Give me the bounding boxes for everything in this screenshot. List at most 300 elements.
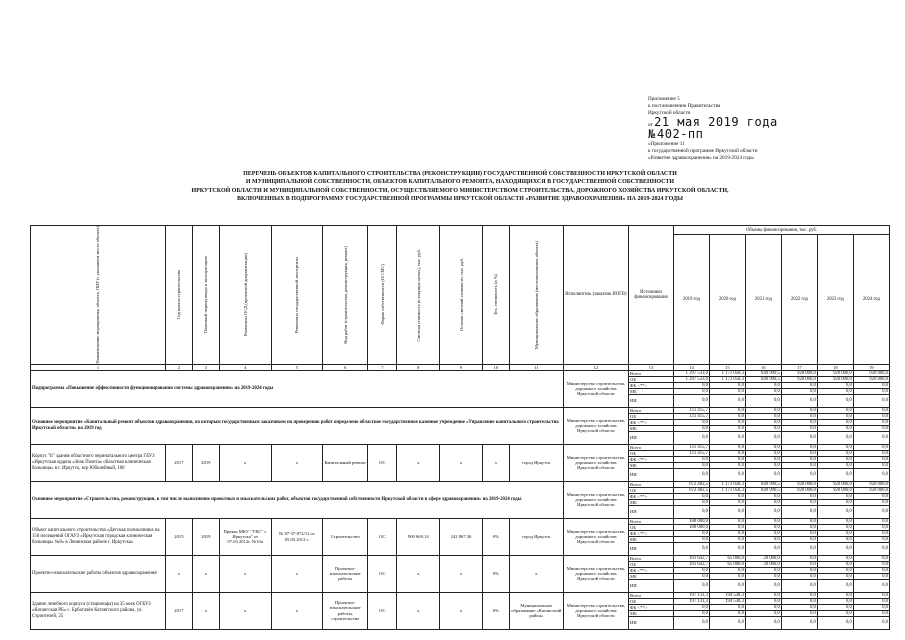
funding-value-cell: 0,0 bbox=[781, 425, 817, 431]
ownership-cell: ОС bbox=[368, 592, 397, 629]
funding-value-cell: 0,0 bbox=[817, 493, 853, 499]
funding-value-cell: 0,0 bbox=[709, 524, 745, 530]
col-header-name: Наименование мероприятия, объекта, ПИР (с указанием места объекта) bbox=[31, 226, 166, 365]
funding-value-cell: 0,0 bbox=[745, 610, 781, 616]
funding-value-cell: 0,0 bbox=[745, 616, 781, 629]
funding-value-cell: 0,0 bbox=[853, 530, 889, 536]
funding-value-cell: 197 131,3 bbox=[673, 592, 709, 598]
column-number: 3 bbox=[192, 364, 219, 370]
readiness-cell: 0% bbox=[482, 518, 509, 555]
funding-value-cell: 0,0 bbox=[673, 431, 709, 444]
funding-value-cell: 0,0 bbox=[709, 407, 745, 413]
remainder-cell: x bbox=[440, 555, 483, 592]
funding-value-cell: 0,0 bbox=[745, 419, 781, 425]
work-type-cell: Проектно-изыскательские работы, строительство bbox=[323, 592, 368, 629]
funding-value-cell: 0,0 bbox=[853, 555, 889, 561]
funding-value-cell: 111 415,7 bbox=[673, 413, 709, 419]
funding-value-cell: 0,0 bbox=[709, 493, 745, 499]
column-number: 8 bbox=[397, 364, 440, 370]
funding-value-cell: 0,0 bbox=[673, 610, 709, 616]
funding-value-cell: 0,0 bbox=[853, 493, 889, 499]
ownership-cell: ОС bbox=[368, 555, 397, 592]
funding-value-cell: 0,0 bbox=[745, 493, 781, 499]
funding-value-cell: 0,0 bbox=[745, 542, 781, 555]
work-type-cell: Капитальный ремонт bbox=[323, 444, 368, 481]
funding-value-cell: 0,0 bbox=[709, 579, 745, 592]
funding-value-cell: 0,0 bbox=[781, 444, 817, 450]
col-header-year: 2024 год bbox=[853, 235, 889, 365]
estimate-cell: 900 669,14 bbox=[397, 518, 440, 555]
funding-value-cell: 0,0 bbox=[745, 468, 781, 481]
object-name-cell: Здание лечебного корпуса (стационара) на 35 коек ОГБУЗ «Катангская РБ» с. Ербогачён Катангского района, ул. Строителей, 25 bbox=[31, 592, 166, 629]
ownership-cell: ОС bbox=[368, 518, 397, 555]
funding-value-cell: 0,0 bbox=[817, 561, 853, 567]
header-line-2: к постановлению Правительства bbox=[648, 103, 721, 109]
funding-source-cell: ИИ bbox=[629, 468, 674, 481]
funding-value-cell: 0,0 bbox=[781, 579, 817, 592]
funding-source-cell: ИИ bbox=[629, 579, 674, 592]
funding-value-cell: 0,0 bbox=[709, 542, 745, 555]
funding-value-cell: 0,0 bbox=[673, 573, 709, 579]
funding-value-cell: 0,0 bbox=[709, 431, 745, 444]
column-number: 13 bbox=[629, 364, 674, 370]
funding-value-cell: 0,0 bbox=[817, 468, 853, 481]
psd-cell: x bbox=[219, 592, 271, 629]
column-number: 19 bbox=[853, 364, 889, 370]
title-line-2: И МУНИЦИПАЛЬНОЙ СОБСТВЕННОСТИ, ОБЪЕКТОВ КАПИТАЛЬНОГО РЕМОНТА, НАХОДЯЩИХСЯ В ГОСУДАРСТВЕННОЙ СОБСТВЕННОСТИ bbox=[245, 179, 675, 186]
col-header-year: 2022 год bbox=[781, 235, 817, 365]
funding-value-cell: 0,0 bbox=[709, 425, 745, 431]
funding-value-cell: 0,0 bbox=[709, 573, 745, 579]
funding-value-cell: 0,0 bbox=[673, 530, 709, 536]
title-line-1: ПЕРЕЧЕНЬ ОБЪЕКТОВ КАПИТАЛЬНОГО СТРОИТЕЛЬСТВА (РЕКОНСТРУКЦИИ) ГОСУДАРСТВЕННОЙ СОБСТВЕННОСТИ ИРКУТСКОЙ ОБЛАСТИ bbox=[243, 171, 677, 177]
funding-source-cell: МБ bbox=[629, 388, 674, 394]
start-year-cell: 2017 bbox=[165, 444, 192, 481]
funding-value-cell: 0,0 bbox=[781, 524, 817, 530]
start-year-cell: 2015 bbox=[165, 518, 192, 555]
col-header-readiness: Тех. готовность (в %) bbox=[482, 226, 509, 365]
col-header-ownership: Форма собственности (ОС/МС) bbox=[368, 226, 397, 365]
funding-value-cell: 0,0 bbox=[853, 419, 889, 425]
funding-source-cell: ФБ <**> bbox=[629, 456, 674, 462]
funding-value-cell: 0,0 bbox=[817, 425, 853, 431]
funding-value-cell: 0,0 bbox=[817, 573, 853, 579]
funding-value-cell: 0,0 bbox=[853, 579, 889, 592]
funding-value-cell: 0,0 bbox=[709, 388, 745, 394]
funding-value-cell: 0,0 bbox=[745, 573, 781, 579]
funding-value-cell: 0,0 bbox=[673, 493, 709, 499]
header-line-6: «Развитие здравоохранения» на 2019-2024 годы bbox=[648, 155, 754, 161]
funding-value-cell: 849 990,5 bbox=[745, 376, 781, 382]
funding-value-cell: 0,0 bbox=[853, 413, 889, 419]
table-body bbox=[31, 226, 890, 630]
funding-value-cell: 0,0 bbox=[709, 518, 745, 524]
funding-value-cell: 0,0 bbox=[781, 407, 817, 413]
funding-value-cell: 0,0 bbox=[781, 592, 817, 598]
col-header-year: 2020 год bbox=[709, 235, 745, 365]
column-number: 4 bbox=[219, 364, 271, 370]
funding-value-cell: 1 171 058,3 bbox=[709, 487, 745, 493]
funding-value-cell: 111 415,7 bbox=[673, 444, 709, 450]
funding-value-cell: 0,0 bbox=[745, 598, 781, 604]
funding-value-cell: 0,0 bbox=[817, 536, 853, 542]
executor-cell: Министерство строительства, дорожного хозяйства Иркутской области bbox=[563, 592, 628, 629]
funding-value-cell: 0,0 bbox=[709, 505, 745, 518]
funding-source-cell: ИИ bbox=[629, 505, 674, 518]
table-row bbox=[31, 370, 890, 376]
col-header-psd: Реквизиты ПСД (проектной документации) bbox=[219, 226, 271, 365]
funding-value-cell: 0,0 bbox=[853, 382, 889, 388]
funding-value-cell: 0,0 bbox=[817, 382, 853, 388]
funding-value-cell: 0,0 bbox=[745, 518, 781, 524]
funding-value-cell: 0,0 bbox=[853, 505, 889, 518]
header-line-5: к государственной программе Иркутской области bbox=[648, 148, 758, 154]
remainder-cell: x bbox=[440, 592, 483, 629]
funding-value-cell: 0,0 bbox=[781, 493, 817, 499]
funding-value-cell: 0,0 bbox=[817, 542, 853, 555]
funding-source-cell: Всего bbox=[629, 592, 674, 598]
funding-value-cell: 0,0 bbox=[817, 610, 853, 616]
funding-value-cell: 0,0 bbox=[745, 413, 781, 419]
funding-source-cell: МБ bbox=[629, 499, 674, 505]
funding-value-cell: 0,0 bbox=[853, 450, 889, 456]
readiness-cell: 0% bbox=[482, 555, 509, 592]
funding-value-cell: 0,0 bbox=[673, 419, 709, 425]
funding-value-cell: 111 415,7 bbox=[673, 450, 709, 456]
funding-value-cell: 0,0 bbox=[709, 444, 745, 450]
funding-value-cell: 0,0 bbox=[853, 444, 889, 450]
psd-cell: Приказ МКУ "УКС" г. Иркутска" от 07.03.2012г. №10а bbox=[219, 518, 271, 555]
funding-source-cell: ФБ <**> bbox=[629, 567, 674, 573]
funding-value-cell: 0,0 bbox=[709, 604, 745, 610]
ownership-cell: ОС bbox=[368, 444, 397, 481]
funding-value-cell: 0,0 bbox=[673, 388, 709, 394]
funding-value-cell: 0,0 bbox=[853, 394, 889, 407]
estimate-cell: x bbox=[397, 592, 440, 629]
program-name-cell: Основное мероприятие «Капитальный ремонт объектов здравоохранения, по которым государственным заказчиком по проведению работ определено областное государственное казенное учреждение «Управление капитального строительства Иркутской области» на 2019 год bbox=[31, 407, 564, 444]
funding-value-cell: 0,0 bbox=[781, 518, 817, 524]
funding-value-cell: 0,0 bbox=[853, 561, 889, 567]
header-number-row bbox=[648, 129, 898, 141]
funding-value-cell: 65 000,0 bbox=[709, 561, 745, 567]
funding-value-cell: 0,0 bbox=[781, 382, 817, 388]
remainder-cell: x bbox=[440, 444, 483, 481]
funding-value-cell: 0,0 bbox=[745, 462, 781, 468]
funding-value-cell: 0,0 bbox=[673, 579, 709, 592]
funding-value-cell: 0,0 bbox=[673, 456, 709, 462]
executor-cell: Министерство строительства, дорожного хозяйства Иркутской области bbox=[563, 370, 628, 407]
title-line-3: ИРКУТСКОЙ ОБЛАСТИ И МУНИЦИПАЛЬНОЙ СОБСТВЕННОСТИ, ОСУЩЕСТВЛЯЕМОГО МИНИСТЕРСТВОМ СТРОИТЕЛЬСТВА, ДОРОЖНОГО ХОЗЯЙСТВА ИРКУТСКОЙ ОБЛАСТИ, bbox=[191, 187, 729, 194]
funding-value-cell: 920 000,0 bbox=[853, 376, 889, 382]
funding-value-cell: 0,0 bbox=[817, 518, 853, 524]
title-line-4: ВКЛЮЧЕННЫХ В ПОДПРОГРАММУ ГОСУДАРСТВЕННОЙ ПРОГРАММЫ ИРКУТСКОЙ ОБЛАСТИ «РАЗВИТИЕ ЗДРАВООХРАНЕНИЯ» НА 2019-2024 ГОДЫ bbox=[236, 196, 683, 203]
funding-source-cell: ФБ <**> bbox=[629, 493, 674, 499]
funding-value-cell: 0,0 bbox=[745, 536, 781, 542]
funding-value-cell: 0,0 bbox=[709, 419, 745, 425]
column-number: 15 bbox=[709, 364, 745, 370]
table-row bbox=[31, 481, 890, 487]
funding-value-cell: 0,0 bbox=[853, 388, 889, 394]
col-header-work-type: Вид работ (строительство, реконструкция, ремонт) bbox=[323, 226, 368, 365]
column-number: 10 bbox=[482, 364, 509, 370]
funding-value-cell: 0,0 bbox=[853, 573, 889, 579]
funding-value-cell: 0,0 bbox=[709, 610, 745, 616]
col-header-executor: Исполнитель (заказчик ИОГВ) bbox=[563, 226, 628, 365]
funding-source-cell: ИИ bbox=[629, 431, 674, 444]
column-number: 1 bbox=[31, 364, 166, 370]
funding-value-cell: 0,0 bbox=[745, 505, 781, 518]
column-number: 14 bbox=[673, 364, 709, 370]
funding-value-cell: 0,0 bbox=[781, 456, 817, 462]
funding-value-cell: 0,0 bbox=[709, 413, 745, 419]
column-number: 18 bbox=[817, 364, 853, 370]
funding-value-cell: 20 000,0 bbox=[745, 555, 781, 561]
readiness-cell: 0% bbox=[482, 592, 509, 629]
funding-value-cell: 0,0 bbox=[673, 616, 709, 629]
expertise-cell: № 87-37-872/12 от 05.03.2012 г. bbox=[271, 518, 323, 555]
funding-source-cell: Всего bbox=[629, 444, 674, 450]
number-prefix: № bbox=[648, 127, 656, 141]
funding-value-cell: 0,0 bbox=[745, 425, 781, 431]
funding-source-cell: ОБ bbox=[629, 561, 674, 567]
funding-value-cell: 0,0 bbox=[781, 616, 817, 629]
funding-value-cell: 0,0 bbox=[817, 462, 853, 468]
funding-value-cell: 0,0 bbox=[745, 456, 781, 462]
funding-value-cell: 920 000,0 bbox=[781, 376, 817, 382]
funding-value-cell: 0,0 bbox=[709, 450, 745, 456]
municipality-cell: город Иркутск bbox=[509, 518, 563, 555]
funding-value-cell: 0,0 bbox=[673, 505, 709, 518]
municipality-cell: Муниципальное образование «Катангский район» bbox=[509, 592, 563, 629]
funding-value-cell: 0,0 bbox=[673, 536, 709, 542]
funding-value-cell: 0,0 bbox=[853, 567, 889, 573]
funding-value-cell: 0,0 bbox=[781, 388, 817, 394]
funding-value-cell: 0,0 bbox=[709, 394, 745, 407]
expertise-cell: x bbox=[271, 555, 323, 592]
funding-value-cell: 0,0 bbox=[853, 604, 889, 610]
funding-source-cell: ОБ bbox=[629, 598, 674, 604]
funding-value-cell: 0,0 bbox=[745, 382, 781, 388]
funding-value-cell: 0,0 bbox=[817, 524, 853, 530]
funding-source-cell: МБ bbox=[629, 425, 674, 431]
col-header-expertise: Реквизиты государственной экспертизы bbox=[271, 226, 323, 365]
funding-value-cell: 849 990,5 bbox=[745, 487, 781, 493]
funding-value-cell: 0,0 bbox=[817, 450, 853, 456]
expertise-cell: x bbox=[271, 444, 323, 481]
funding-value-cell: 920 000,0 bbox=[853, 481, 889, 487]
funding-source-cell: ФБ <**> bbox=[629, 530, 674, 536]
funding-value-cell: 0,0 bbox=[781, 573, 817, 579]
psd-cell: x bbox=[219, 444, 271, 481]
estimate-cell: x bbox=[397, 555, 440, 592]
funding-value-cell: 920 000,0 bbox=[817, 487, 853, 493]
funding-value-cell: 920 000,0 bbox=[781, 487, 817, 493]
funding-value-cell: 0,0 bbox=[745, 567, 781, 573]
col-header-start-year: Год начала строительства bbox=[165, 226, 192, 365]
funding-value-cell: 0,0 bbox=[781, 450, 817, 456]
header-line-1: Приложение 5 bbox=[648, 96, 680, 102]
header-row-1 bbox=[31, 226, 890, 235]
col-header-estimate: Сметная стоимость (в текущих ценах), тыс. руб. bbox=[397, 226, 440, 365]
funding-value-cell: 920 000,0 bbox=[853, 370, 889, 376]
funding-value-cell: 0,0 bbox=[745, 524, 781, 530]
funding-source-cell: ИИ bbox=[629, 394, 674, 407]
funding-value-cell: 0,0 bbox=[817, 598, 853, 604]
column-number: 11 bbox=[509, 364, 563, 370]
funding-value-cell: 0,0 bbox=[673, 468, 709, 481]
funding-value-cell: 0,0 bbox=[817, 499, 853, 505]
funding-value-cell: 0,0 bbox=[745, 431, 781, 444]
funding-value-cell: 111 415,7 bbox=[673, 407, 709, 413]
approval-header bbox=[648, 96, 898, 162]
readiness-cell: x bbox=[482, 444, 509, 481]
funding-value-cell: 849 990,5 bbox=[745, 481, 781, 487]
psd-cell: x bbox=[219, 555, 271, 592]
funding-value-cell: 0,0 bbox=[781, 419, 817, 425]
col-header-funding: Объемы финансирования, тыс. руб. bbox=[673, 226, 889, 235]
column-number: 12 bbox=[563, 364, 628, 370]
funding-value-cell: 0,0 bbox=[853, 425, 889, 431]
funding-value-cell: 0,0 bbox=[709, 468, 745, 481]
column-number: 16 bbox=[745, 364, 781, 370]
objects-table bbox=[30, 225, 890, 630]
funding-value-cell: 0,0 bbox=[853, 518, 889, 524]
commission-year-cell: x bbox=[192, 592, 219, 629]
col-header-remainder: Остаток сметной стоимости, тыс. руб. bbox=[440, 226, 483, 365]
funding-value-cell: 920 000,0 bbox=[817, 370, 853, 376]
funding-value-cell: 0,0 bbox=[673, 604, 709, 610]
funding-value-cell: 0,0 bbox=[817, 444, 853, 450]
funding-value-cell: 0,0 bbox=[781, 598, 817, 604]
column-number: 7 bbox=[368, 364, 397, 370]
funding-value-cell: 0,0 bbox=[745, 450, 781, 456]
funding-value-cell: 0,0 bbox=[673, 462, 709, 468]
funding-source-cell: Всего bbox=[629, 518, 674, 524]
funding-value-cell: 0,0 bbox=[673, 499, 709, 505]
funding-value-cell: 0,0 bbox=[817, 456, 853, 462]
funding-value-cell: 0,0 bbox=[781, 394, 817, 407]
column-number: 17 bbox=[781, 364, 817, 370]
executor-cell: Министерство строительства, дорожного хозяйства Иркутской области bbox=[563, 407, 628, 444]
funding-value-cell: 0,0 bbox=[853, 536, 889, 542]
commission-year-cell: 2019 bbox=[192, 518, 219, 555]
col-header-year: 2021 год bbox=[745, 235, 781, 365]
executor-cell: Министерство строительства, дорожного хозяйства Иркутской области bbox=[563, 518, 628, 555]
funding-value-cell: 0,0 bbox=[781, 542, 817, 555]
municipality-cell: x bbox=[509, 555, 563, 592]
funding-value-cell: 0,0 bbox=[817, 419, 853, 425]
commission-year-cell: 2019 bbox=[192, 444, 219, 481]
funding-value-cell: 0,0 bbox=[817, 592, 853, 598]
funding-source-cell: Всего bbox=[629, 370, 674, 376]
start-year-cell: 2017 bbox=[165, 592, 192, 629]
col-header-year: 2023 год bbox=[817, 235, 853, 365]
funding-value-cell: 100 000,0 bbox=[673, 518, 709, 524]
funding-source-cell: Всего bbox=[629, 555, 674, 561]
funding-value-cell: 920 000,0 bbox=[781, 370, 817, 376]
funding-value-cell: 0,0 bbox=[853, 592, 889, 598]
funding-value-cell: 197 131,3 bbox=[673, 598, 709, 604]
column-number: 6 bbox=[323, 364, 368, 370]
funding-value-cell: 0,0 bbox=[709, 530, 745, 536]
funding-value-cell: 0,0 bbox=[781, 499, 817, 505]
executor-cell: Министерство строительства, дорожного хозяйства Иркутской области bbox=[563, 481, 628, 518]
funding-value-cell: 0,0 bbox=[781, 604, 817, 610]
expertise-cell: x bbox=[271, 592, 323, 629]
funding-value-cell: 0,0 bbox=[709, 382, 745, 388]
resolution-number: 402-пп bbox=[657, 127, 704, 141]
funding-value-cell: 0,0 bbox=[853, 524, 889, 530]
program-name-cell: Основное мероприятие «Строительство, реконструкция, в том числе выполнение проектных и изыскательских работ, объектов государственной собственности Иркутской области в сфере здравоохранения» на 2019-2024 годы bbox=[31, 481, 564, 518]
funding-value-cell: 0,0 bbox=[745, 592, 781, 598]
funding-value-cell: 0,0 bbox=[745, 499, 781, 505]
funding-value-cell: 0,0 bbox=[853, 499, 889, 505]
remainder-cell: 242 867,36 bbox=[440, 518, 483, 555]
column-number: 9 bbox=[440, 364, 483, 370]
funding-value-cell: 0,0 bbox=[853, 468, 889, 481]
funding-value-cell: 0,0 bbox=[709, 499, 745, 505]
funding-value-cell: 20 000,0 bbox=[745, 561, 781, 567]
funding-value-cell: 0,0 bbox=[709, 456, 745, 462]
funding-value-cell: 0,0 bbox=[853, 616, 889, 629]
funding-value-cell: 0,0 bbox=[853, 407, 889, 413]
funding-value-cell: 0,0 bbox=[673, 382, 709, 388]
object-name-cell: Корпус "Б" здания областного перинатального центра ГБУЗ «Иркутская ордена «Знак Почета» областная клиническая больница» в г. Иркутск, м/р Юбилейный, 100 bbox=[31, 444, 166, 481]
funding-source-cell: ОБ bbox=[629, 413, 674, 419]
funding-source-cell: МБ bbox=[629, 462, 674, 468]
funding-value-cell: 0,0 bbox=[745, 530, 781, 536]
commission-year-cell: x bbox=[192, 555, 219, 592]
funding-value-cell: 0,0 bbox=[781, 413, 817, 419]
col-header-year: 2019 год bbox=[673, 235, 709, 365]
funding-value-cell: 0,0 bbox=[817, 413, 853, 419]
funding-value-cell: 0,0 bbox=[781, 505, 817, 518]
funding-value-cell: 0,0 bbox=[781, 555, 817, 561]
col-header-sources: Источники финансирования bbox=[629, 226, 674, 365]
funding-value-cell: 0,0 bbox=[709, 616, 745, 629]
funding-value-cell: 0,0 bbox=[673, 425, 709, 431]
estimate-cell: x bbox=[397, 444, 440, 481]
funding-value-cell: 0,0 bbox=[745, 444, 781, 450]
funding-source-cell: ОБ bbox=[629, 524, 674, 530]
funding-value-cell: 0,0 bbox=[781, 462, 817, 468]
funding-value-cell: 0,0 bbox=[853, 462, 889, 468]
funding-value-cell: 1 297 533,0 bbox=[673, 376, 709, 382]
funding-source-cell: Всего bbox=[629, 407, 674, 413]
funding-value-cell: 0,0 bbox=[709, 567, 745, 573]
col-header-municipality: Муниципальное образование (местоположение объекта) bbox=[509, 226, 563, 365]
funding-value-cell: 0,0 bbox=[781, 530, 817, 536]
funding-value-cell: 0,0 bbox=[817, 388, 853, 394]
start-year-cell: x bbox=[165, 555, 192, 592]
work-type-cell: Строительство bbox=[323, 518, 368, 555]
funding-source-cell: ФБ <**> bbox=[629, 382, 674, 388]
funding-value-cell: 920 000,0 bbox=[781, 481, 817, 487]
funding-source-cell: ОБ bbox=[629, 450, 674, 456]
funding-value-cell: 1 297 533,0 bbox=[673, 370, 709, 376]
funding-value-cell: 1 171 058,3 bbox=[709, 481, 745, 487]
funding-value-cell: 0,0 bbox=[781, 567, 817, 573]
funding-source-cell: МБ bbox=[629, 536, 674, 542]
funding-value-cell: 0,0 bbox=[745, 388, 781, 394]
funding-value-cell: 194 538,3 bbox=[709, 598, 745, 604]
funding-value-cell: 0,0 bbox=[817, 505, 853, 518]
funding-value-cell: 920 000,0 bbox=[817, 481, 853, 487]
funding-value-cell: 0,0 bbox=[817, 567, 853, 573]
funding-value-cell: 65 000,0 bbox=[709, 555, 745, 561]
funding-value-cell: 0,0 bbox=[673, 542, 709, 555]
funding-value-cell: 0,0 bbox=[745, 407, 781, 413]
